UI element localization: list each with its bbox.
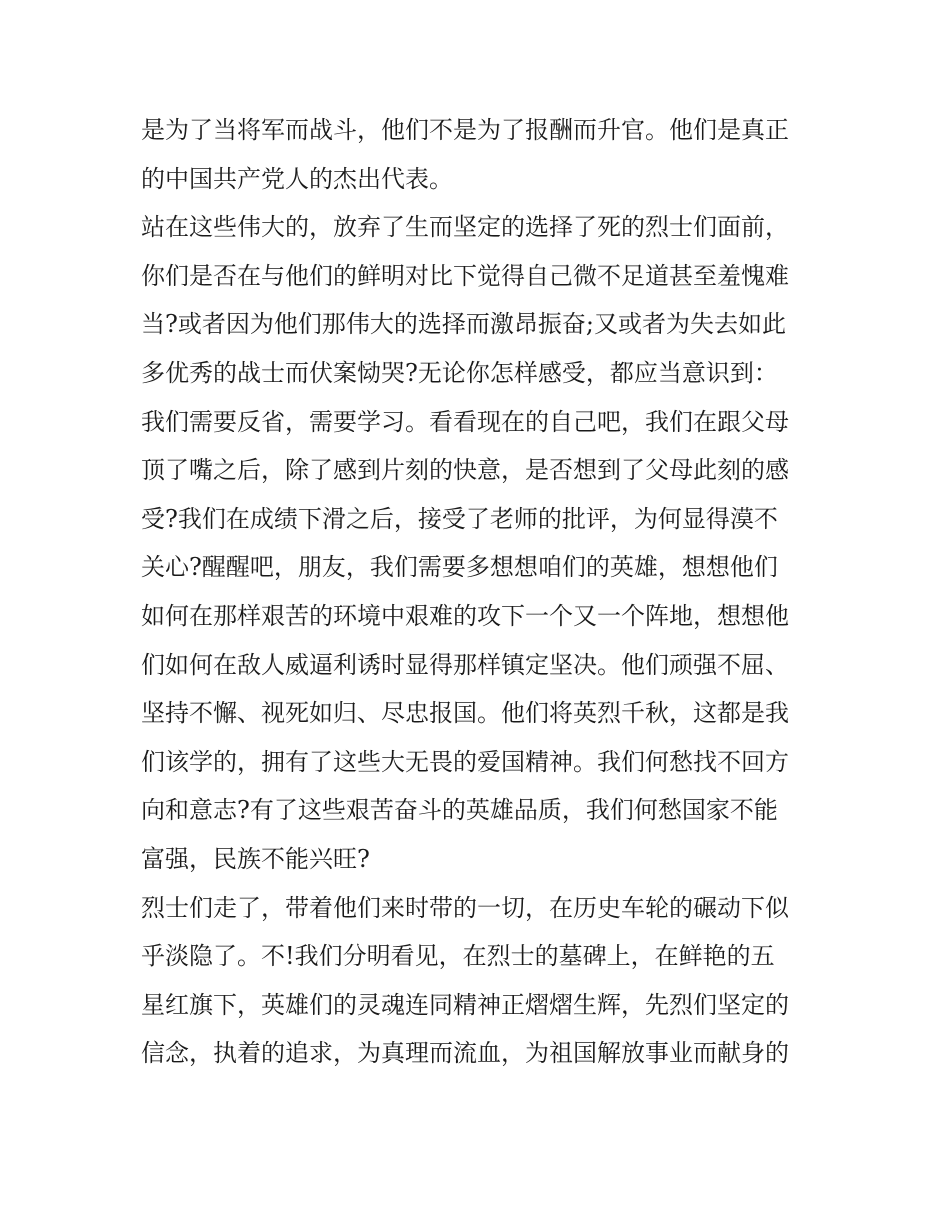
text-line: 们如何在敌人威逼利诱时显得那样镇定坚决。他们顽强不屈、 bbox=[141, 650, 789, 679]
text-line: 我们需要反省，需要学习。看看现在的自己吧，我们在跟父母 bbox=[141, 407, 789, 436]
text-line: 信念，执着的追求，为真理而流血，为祖国解放事业而献身的 bbox=[141, 1039, 789, 1068]
text-line: 富强，民族不能兴旺? bbox=[141, 844, 370, 873]
text-line: 是为了当将军而战斗，他们不是为了报酬而升官。他们是真正 bbox=[141, 116, 789, 144]
text-line: 坚持不懈、视死如归、尽忠报国。他们将英烈千秋，这都是我 bbox=[141, 699, 789, 728]
text-line: 烈士们走了，带着他们来时带的一切，在历史车轮的碾动下似 bbox=[141, 893, 789, 922]
body-text bbox=[141, 106, 821, 1078]
text-line: 多优秀的战士而伏案恸哭?无论你怎样感受，都应当意识到： bbox=[141, 358, 778, 387]
text-line: 星红旗下，英雄们的灵魂连同精神正熠熠生辉，先烈们坚定的 bbox=[141, 990, 789, 1019]
text-line: 向和意志?有了这些艰苦奋斗的英雄品质，我们何愁国家不能 bbox=[141, 796, 778, 825]
text-line: 站在这些伟大的，放弃了生而坚定的选择了死的烈士们面前， bbox=[141, 213, 789, 242]
text-line: 乎淡隐了。不!我们分明看见，在烈士的墓碑上，在鲜艳的五 bbox=[141, 942, 775, 971]
text-line: 顶了嘴之后，除了感到片刻的快意，是否想到了父母此刻的感 bbox=[141, 456, 789, 485]
text-line: 你们是否在与他们的鲜明对比下觉得自己微不足道甚至羞愧难 bbox=[141, 261, 789, 290]
text-line: 的中国共产党人的杰出代表。 bbox=[141, 164, 453, 193]
text-line: 关心?醒醒吧，朋友，我们需要多想想咱们的英雄，想想他们 bbox=[141, 553, 778, 582]
text-line: 们该学的，拥有了这些大无畏的爱国精神。我们何愁找不回方 bbox=[141, 747, 789, 776]
text-line: 当?或者因为他们那伟大的选择而激昂振奋;又或者为失去如此 bbox=[141, 310, 786, 339]
text-line: 受?我们在成绩下滑之后，接受了老师的批评，为何显得漠不 bbox=[141, 504, 778, 533]
text-line: 如何在那样艰苦的环境中艰难的攻下一个又一个阵地，想想他 bbox=[141, 601, 789, 630]
